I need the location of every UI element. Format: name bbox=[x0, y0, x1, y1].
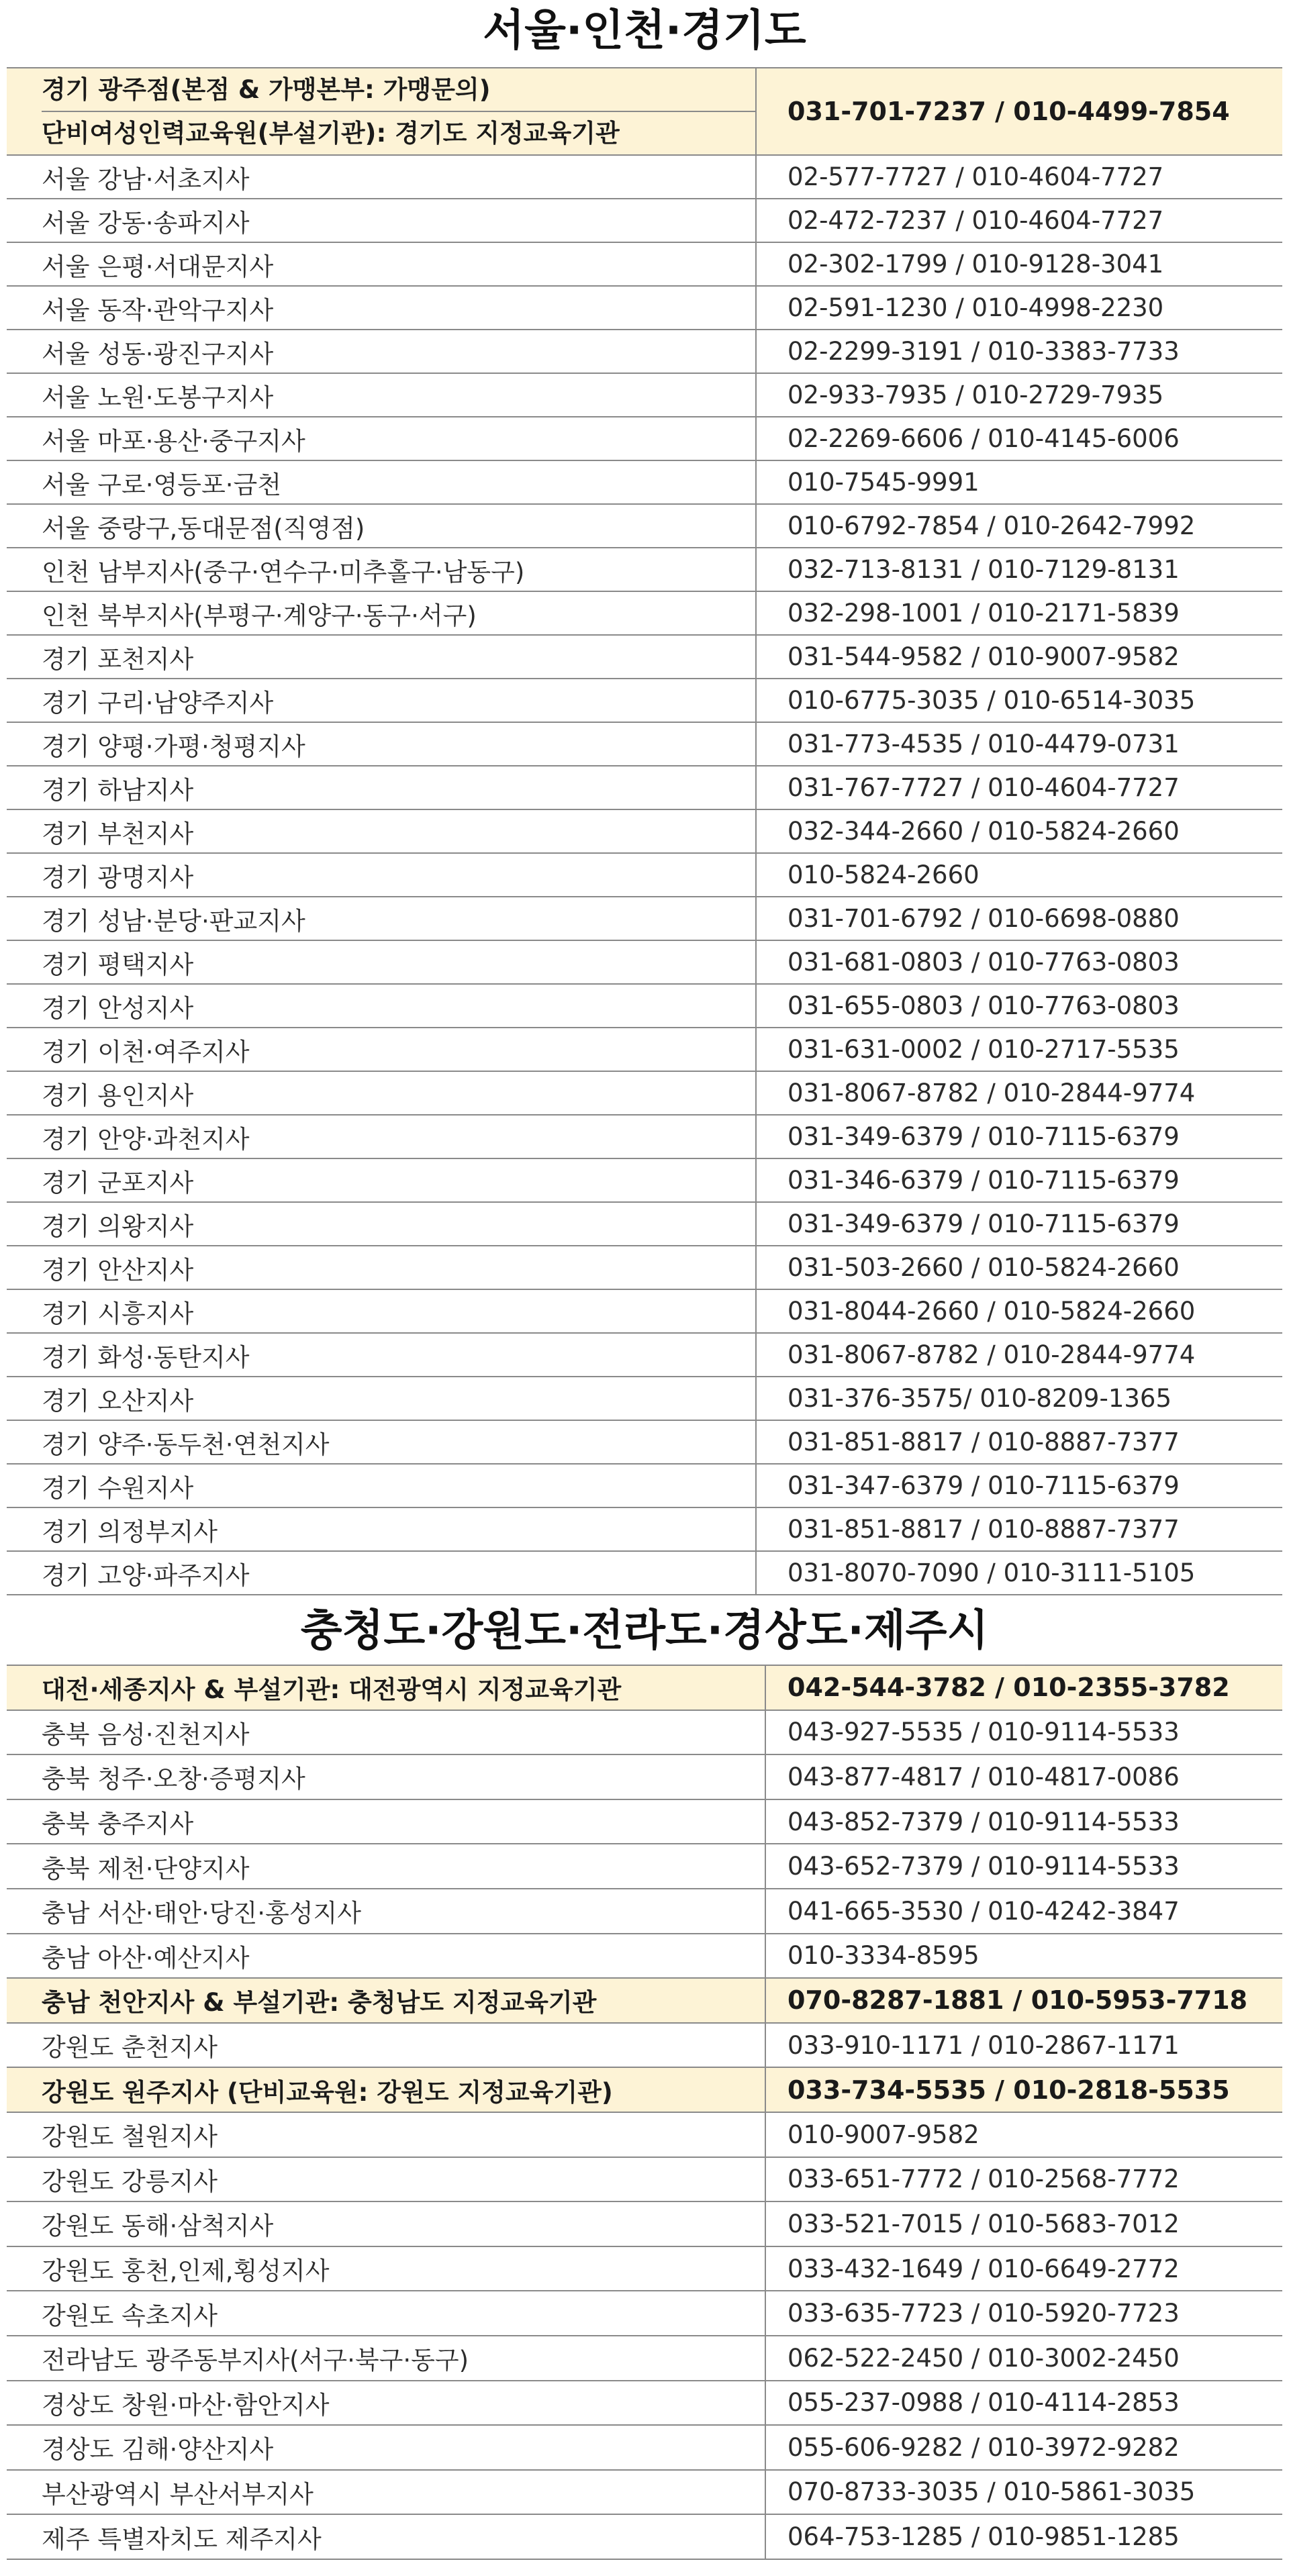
branch-phone: 031-376-3575/ 010-8209-1365 bbox=[756, 1377, 1282, 1420]
branch-name: 충북 청주·오창·증평지사 bbox=[7, 1754, 765, 1799]
branch-name: 경기 시흥지사 bbox=[7, 1289, 756, 1333]
branch-name: 경기 부천지사 bbox=[7, 809, 756, 853]
branch-name: 경기 안성지사 bbox=[7, 984, 756, 1028]
table-row bbox=[7, 417, 1282, 460]
branch-phone: 043-927-5535 / 010-9114-5533 bbox=[765, 1710, 1282, 1755]
branch-phone: 055-237-0988 / 010-4114-2853 bbox=[765, 2381, 1282, 2426]
branch-name: 충북 충주지사 bbox=[7, 1799, 765, 1844]
branch-name: 서울 중랑구,동대문점(직영점) bbox=[7, 504, 756, 548]
branch-name: 경기 의정부지사 bbox=[7, 1507, 756, 1551]
branch-phone: 031-346-6379 / 010-7115-6379 bbox=[756, 1158, 1282, 1202]
branch-name: 인천 북부지사(부평구·계양구·동구·서구) bbox=[7, 591, 756, 635]
table-row bbox=[7, 1115, 1282, 1158]
branch-phone: 055-606-9282 / 010-3972-9282 bbox=[765, 2425, 1282, 2470]
branch-name: 경기 화성·동탄지사 bbox=[7, 1333, 756, 1377]
branch-name: 경기 광명지사 bbox=[7, 853, 756, 897]
branch-name: 경상도 창원·마산·함안지사 bbox=[7, 2381, 765, 2426]
training-center-name: 단비여성인력교육원(부설기관): 경기도 지정교육기관 bbox=[42, 111, 755, 154]
branch-name: 서울 구로·영등포·금천 bbox=[7, 460, 756, 504]
table-row bbox=[7, 1028, 1282, 1071]
branch-name: 충남 아산·예산지사 bbox=[7, 1934, 765, 1979]
table-row bbox=[7, 286, 1282, 330]
branch-phone: 032-298-1001 / 010-2171-5839 bbox=[756, 591, 1282, 635]
branch-phone: 031-8067-8782 / 010-2844-9774 bbox=[756, 1071, 1282, 1115]
branch-phone: 010-6775-3035 / 010-6514-3035 bbox=[756, 679, 1282, 722]
branch-phone: 031-347-6379 / 010-7115-6379 bbox=[756, 1464, 1282, 1507]
branch-phone: 031-349-6379 / 010-7115-6379 bbox=[756, 1202, 1282, 1246]
branch-phone: 062-522-2450 / 010-3002-2450 bbox=[765, 2336, 1282, 2381]
branch-phone: 043-877-4817 / 010-4817-0086 bbox=[765, 1754, 1282, 1799]
table-row bbox=[7, 548, 1282, 591]
branch-phone: 010-6792-7854 / 010-2642-7992 bbox=[756, 504, 1282, 548]
branch-phone: 02-577-7727 / 010-4604-7727 bbox=[756, 155, 1282, 199]
table-row bbox=[7, 1071, 1282, 1115]
table-row bbox=[7, 984, 1282, 1028]
branch-phone: 031-773-4535 / 010-4479-0731 bbox=[756, 722, 1282, 766]
branch-name: 강원도 원주지사 (단비교육원: 강원도 지정교육기관) bbox=[7, 2067, 765, 2112]
branch-phone: 010-7545-9991 bbox=[756, 460, 1282, 504]
branch-name: 서울 강동·송파지사 bbox=[7, 199, 756, 242]
branch-name: 경기 안산지사 bbox=[7, 1246, 756, 1289]
table-row bbox=[7, 2157, 1282, 2202]
branch-phone: 010-9007-9582 bbox=[765, 2112, 1282, 2157]
branch-name: 서울 강남·서초지사 bbox=[7, 155, 756, 199]
table-row bbox=[7, 809, 1282, 853]
table-row bbox=[7, 635, 1282, 679]
branch-phone: 010-5824-2660 bbox=[756, 853, 1282, 897]
branch-phone: 02-472-7237 / 010-4604-7727 bbox=[756, 199, 1282, 242]
table-row bbox=[7, 504, 1282, 548]
branch-name: 대전·세종지사 & 부설기관: 대전광역시 지정교육기관 bbox=[7, 1665, 765, 1710]
branch-name: 경상도 김해·양산지사 bbox=[7, 2425, 765, 2470]
table-row bbox=[7, 1289, 1282, 1333]
branch-phone: 033-432-1649 / 010-6649-2772 bbox=[765, 2246, 1282, 2291]
branch-name: 충북 제천·단양지사 bbox=[7, 1844, 765, 1889]
branch-phone: 032-344-2660 / 010-5824-2660 bbox=[756, 809, 1282, 853]
branch-name: 서울 성동·광진구지사 bbox=[7, 330, 756, 373]
contacts-table-seoul-incheon-gyeonggi bbox=[7, 67, 1282, 1595]
branch-phone: 041-665-3530 / 010-4242-3847 bbox=[765, 1889, 1282, 1934]
branch-phone: 031-655-0803 / 010-7763-0803 bbox=[756, 984, 1282, 1028]
headquarters-phone: 031-701-7237 / 010-4499-7854 bbox=[756, 68, 1282, 155]
table-row bbox=[7, 2201, 1282, 2246]
branch-phone: 02-933-7935 / 010-2729-7935 bbox=[756, 373, 1282, 417]
table-row bbox=[7, 2112, 1282, 2157]
table-row bbox=[7, 2425, 1282, 2470]
branch-name: 서울 마포·용산·중구지사 bbox=[7, 417, 756, 460]
table-row bbox=[7, 2291, 1282, 2336]
branch-phone: 033-521-7015 / 010-5683-7012 bbox=[765, 2201, 1282, 2246]
branch-phone: 031-631-0002 / 010-2717-5535 bbox=[756, 1028, 1282, 1071]
section-title-seoul-incheon-gyeonggi: 서울·인천·경기도 bbox=[483, 6, 806, 56]
branch-phone: 033-910-1171 / 010-2867-1171 bbox=[765, 2023, 1282, 2068]
contacts-table-other-regions bbox=[7, 1665, 1282, 2560]
branch-name: 강원도 동해·삼척지사 bbox=[7, 2201, 765, 2246]
branch-name: 충남 천안지사 & 부설기관: 충청남도 지정교육기관 bbox=[7, 1978, 765, 2023]
table-row bbox=[7, 1665, 1282, 1710]
table-row bbox=[7, 591, 1282, 635]
branch-phone: 031-767-7727 / 010-4604-7727 bbox=[756, 766, 1282, 809]
branch-name: 경기 고양·파주지사 bbox=[7, 1551, 756, 1595]
table-row bbox=[7, 155, 1282, 199]
table-row bbox=[7, 2381, 1282, 2426]
branch-name: 경기 평택지사 bbox=[7, 940, 756, 984]
table-row bbox=[7, 1934, 1282, 1979]
branch-phone: 033-651-7772 / 010-2568-7772 bbox=[765, 2157, 1282, 2202]
branch-name: 충북 음성·진천지사 bbox=[7, 1710, 765, 1755]
table-row bbox=[7, 1377, 1282, 1420]
table-row bbox=[7, 853, 1282, 897]
table-row bbox=[7, 897, 1282, 940]
branch-phone: 031-851-8817 / 010-8887-7377 bbox=[756, 1420, 1282, 1464]
table-row bbox=[7, 1844, 1282, 1889]
table-row bbox=[7, 1889, 1282, 1934]
branch-name: 경기 용인지사 bbox=[7, 1071, 756, 1115]
branch-phone: 031-701-6792 / 010-6698-0880 bbox=[756, 897, 1282, 940]
table-row bbox=[7, 1420, 1282, 1464]
branch-name: 경기 의왕지사 bbox=[7, 1202, 756, 1246]
branch-name: 경기 구리·남양주지사 bbox=[7, 679, 756, 722]
table-row bbox=[7, 2514, 1282, 2559]
table-row bbox=[7, 1551, 1282, 1595]
table-row bbox=[7, 1978, 1282, 2023]
table-row-headquarters bbox=[7, 68, 1282, 155]
branch-name: 서울 은평·서대문지사 bbox=[7, 242, 756, 286]
branch-name: 경기 양주·동두천·연천지사 bbox=[7, 1420, 756, 1464]
branch-phone: 070-8733-3035 / 010-5861-3035 bbox=[765, 2470, 1282, 2515]
branch-name: 경기 포천지사 bbox=[7, 635, 756, 679]
table-row bbox=[7, 1246, 1282, 1289]
branch-phone: 031-349-6379 / 010-7115-6379 bbox=[756, 1115, 1282, 1158]
branch-name: 경기 하남지사 bbox=[7, 766, 756, 809]
branch-phone: 031-544-9582 / 010-9007-9582 bbox=[756, 635, 1282, 679]
branch-phone: 042-544-3782 / 010-2355-3782 bbox=[765, 1665, 1282, 1710]
branch-phone: 031-681-0803 / 010-7763-0803 bbox=[756, 940, 1282, 984]
branch-phone: 02-302-1799 / 010-9128-3041 bbox=[756, 242, 1282, 286]
table-row bbox=[7, 2067, 1282, 2112]
branch-name: 서울 노원·도봉구지사 bbox=[7, 373, 756, 417]
table-row bbox=[7, 242, 1282, 286]
branch-phone: 064-753-1285 / 010-9851-1285 bbox=[765, 2514, 1282, 2559]
branch-name: 강원도 철원지사 bbox=[7, 2112, 765, 2157]
branch-name: 경기 성남·분당·판교지사 bbox=[7, 897, 756, 940]
table-row bbox=[7, 2470, 1282, 2515]
headquarters-name-cell bbox=[7, 68, 756, 155]
branch-phone: 031-503-2660 / 010-5824-2660 bbox=[756, 1246, 1282, 1289]
branch-phone: 02-2299-3191 / 010-3383-7733 bbox=[756, 330, 1282, 373]
branch-phone: 031-851-8817 / 010-8887-7377 bbox=[756, 1507, 1282, 1551]
branch-name: 경기 안양·과천지사 bbox=[7, 1115, 756, 1158]
table-row bbox=[7, 330, 1282, 373]
table-row bbox=[7, 2023, 1282, 2068]
table-row bbox=[7, 1333, 1282, 1377]
branch-name: 인천 남부지사(중구·연수구·미추홀구·남동구) bbox=[7, 548, 756, 591]
branch-phone: 070-8287-1881 / 010-5953-7718 bbox=[765, 1978, 1282, 2023]
table-row bbox=[7, 2336, 1282, 2381]
branch-name: 강원도 홍천,인제,횡성지사 bbox=[7, 2246, 765, 2291]
table-row bbox=[7, 940, 1282, 984]
table-row bbox=[7, 1464, 1282, 1507]
branch-phone: 033-734-5535 / 010-2818-5535 bbox=[765, 2067, 1282, 2112]
branch-phone: 043-652-7379 / 010-9114-5533 bbox=[765, 1844, 1282, 1889]
table-row bbox=[7, 460, 1282, 504]
table-row bbox=[7, 1158, 1282, 1202]
branch-phone: 02-2269-6606 / 010-4145-6006 bbox=[756, 417, 1282, 460]
branch-name: 충남 서산·태안·당진·홍성지사 bbox=[7, 1889, 765, 1934]
table-row bbox=[7, 766, 1282, 809]
branch-phone: 031-8070-7090 / 010-3111-5105 bbox=[756, 1551, 1282, 1595]
table-row bbox=[7, 1710, 1282, 1755]
table-row bbox=[7, 373, 1282, 417]
branch-name: 강원도 춘천지사 bbox=[7, 2023, 765, 2068]
branch-phone: 031-8044-2660 / 010-5824-2660 bbox=[756, 1289, 1282, 1333]
branch-phone: 043-852-7379 / 010-9114-5533 bbox=[765, 1799, 1282, 1844]
branch-phone: 02-591-1230 / 010-4998-2230 bbox=[756, 286, 1282, 330]
branch-name: 부산광역시 부산서부지사 bbox=[7, 2470, 765, 2515]
branch-name: 경기 이천·여주지사 bbox=[7, 1028, 756, 1071]
branch-name: 경기 양평·가평·청평지사 bbox=[7, 722, 756, 766]
headquarters-name: 경기 광주점(본점 & 가맹본부: 가맹문의) bbox=[42, 75, 491, 104]
section-title-other-regions: 충청도·강원도·전라도·경상도·제주시 bbox=[300, 1606, 989, 1656]
branch-name: 강원도 강릉지사 bbox=[7, 2157, 765, 2202]
branch-name: 제주 특별자치도 제주지사 bbox=[7, 2514, 765, 2559]
branch-name: 경기 군포지사 bbox=[7, 1158, 756, 1202]
branch-name: 경기 오산지사 bbox=[7, 1377, 756, 1420]
table-row bbox=[7, 1507, 1282, 1551]
table-row bbox=[7, 1202, 1282, 1246]
branch-name: 강원도 속초지사 bbox=[7, 2291, 765, 2336]
table-row bbox=[7, 199, 1282, 242]
table-row bbox=[7, 722, 1282, 766]
branch-phone: 010-3334-8595 bbox=[765, 1934, 1282, 1979]
branch-phone: 031-8067-8782 / 010-2844-9774 bbox=[756, 1333, 1282, 1377]
branch-phone: 032-713-8131 / 010-7129-8131 bbox=[756, 548, 1282, 591]
table-row bbox=[7, 679, 1282, 722]
branch-name: 서울 동작·관악구지사 bbox=[7, 286, 756, 330]
branch-name: 경기 수원지사 bbox=[7, 1464, 756, 1507]
table-row bbox=[7, 2246, 1282, 2291]
branch-name: 전라남도 광주동부지사(서구·북구·동구) bbox=[7, 2336, 765, 2381]
branch-phone: 033-635-7723 / 010-5920-7723 bbox=[765, 2291, 1282, 2336]
table-row bbox=[7, 1754, 1282, 1799]
table-row bbox=[7, 1799, 1282, 1844]
